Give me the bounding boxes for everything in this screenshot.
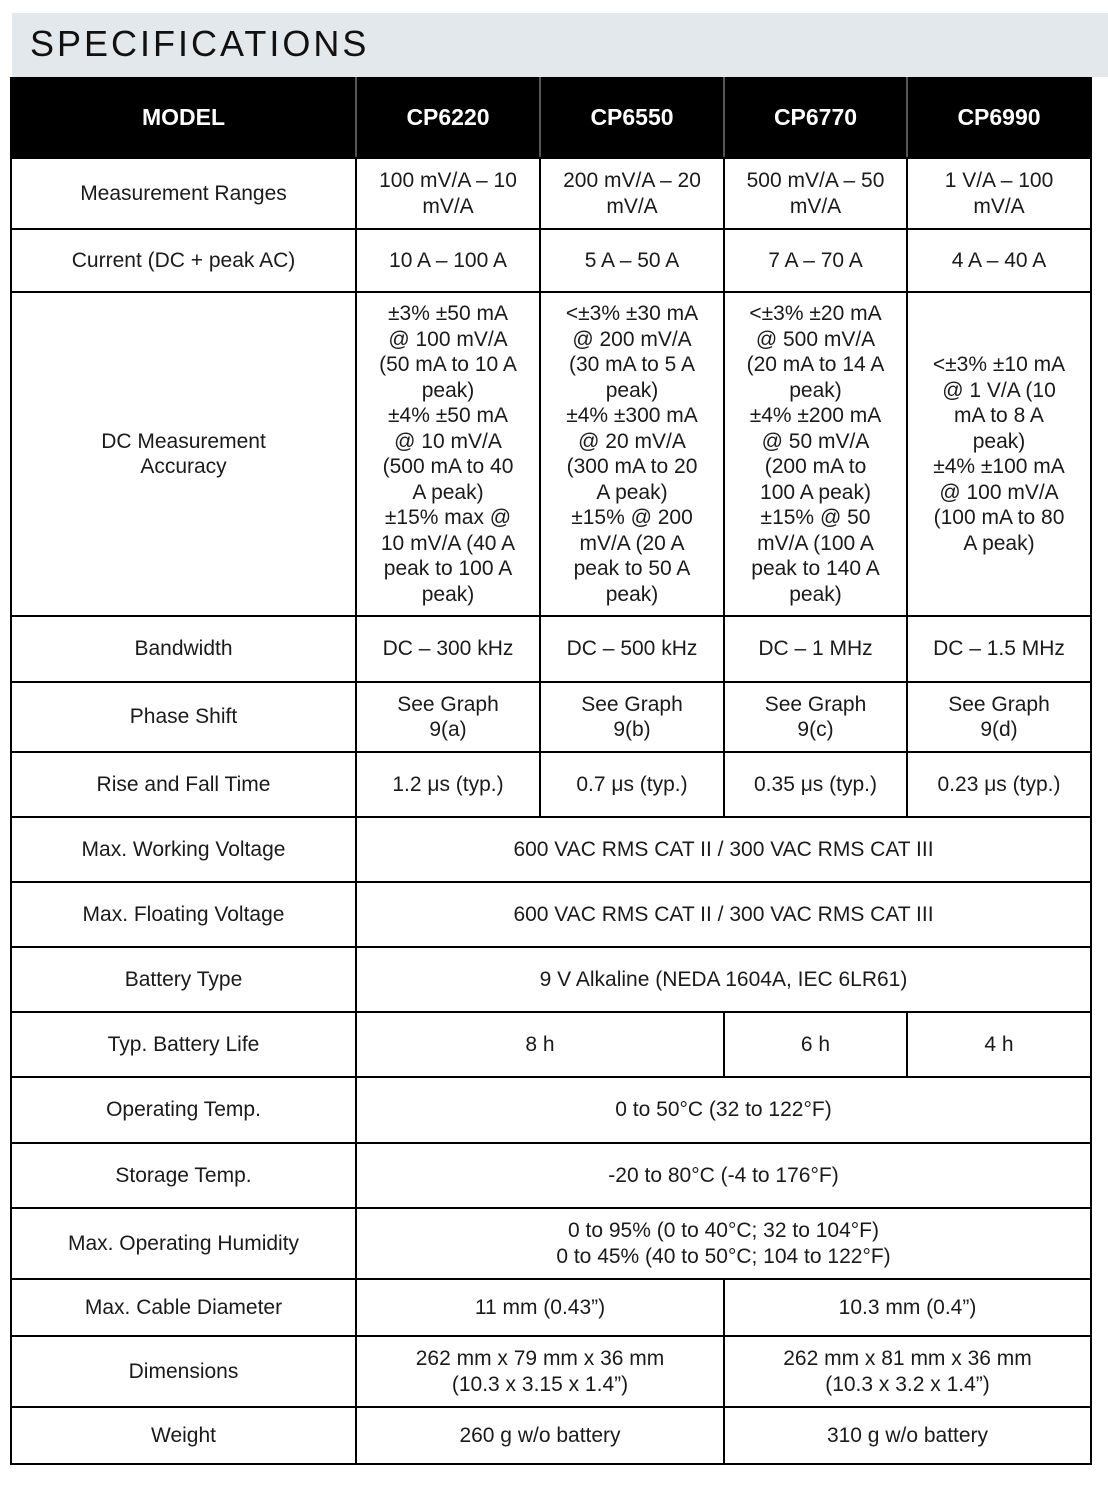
table-row	[11, 1012, 1091, 1077]
table-cell: <±3% ±20 mA @ 500 mV/A (20 mA to 14 A peak) ±4% ±200 mA @ 50 mV/A (200 mA to 100 A peak) ±15% @ 50 mV/A (100 A peak to 140 A peak)	[724, 292, 907, 616]
row-label: DC Measurement Accuracy	[11, 292, 356, 616]
table-cell: 10.3 mm (0.4”)	[724, 1279, 1091, 1336]
table-row	[11, 682, 1091, 752]
table-row	[11, 292, 1091, 616]
column-header-model: MODEL	[11, 78, 356, 158]
table-cell: 0.23 μs (typ.)	[907, 752, 1091, 817]
row-label: Phase Shift	[11, 682, 356, 752]
table-cell: 262 mm x 81 mm x 36 mm (10.3 x 3.2 x 1.4”)	[724, 1336, 1091, 1407]
table-cell: 4 A – 40 A	[907, 229, 1091, 292]
row-label: Storage Temp.	[11, 1143, 356, 1208]
table-row	[11, 1336, 1091, 1407]
row-label: Measurement Ranges	[11, 158, 356, 229]
row-label: Weight	[11, 1407, 356, 1464]
table-cell: DC – 1 MHz	[724, 616, 907, 682]
table-cell: 600 VAC RMS CAT II / 300 VAC RMS CAT III	[356, 882, 1091, 947]
specifications-table	[10, 77, 1092, 1465]
table-cell: -20 to 80°C (-4 to 176°F)	[356, 1143, 1091, 1208]
table-cell: 100 mV/A – 10 mV/A	[356, 158, 540, 229]
table-cell: 6 h	[724, 1012, 907, 1077]
table-row	[11, 882, 1091, 947]
table-cell: See Graph 9(c)	[724, 682, 907, 752]
table-cell: 260 g w/o battery	[356, 1407, 724, 1464]
table-cell: See Graph 9(a)	[356, 682, 540, 752]
table-cell: 310 g w/o battery	[724, 1407, 1091, 1464]
row-label: Rise and Fall Time	[11, 752, 356, 817]
table-cell: 11 mm (0.43”)	[356, 1279, 724, 1336]
table-row	[11, 1279, 1091, 1336]
table-row	[11, 1077, 1091, 1143]
row-label: Battery Type	[11, 947, 356, 1012]
table-cell: 10 A – 100 A	[356, 229, 540, 292]
table-cell: <±3% ±30 mA @ 200 mV/A (30 mA to 5 A peak) ±4% ±300 mA @ 20 mV/A (300 mA to 20 A peak) ±15% @ 200 mV/A (20 A peak to 50 A peak)	[540, 292, 724, 616]
row-label: Typ. Battery Life	[11, 1012, 356, 1077]
table-cell: 9 V Alkaline (NEDA 1604A, IEC 6LR61)	[356, 947, 1091, 1012]
table-cell: DC – 500 kHz	[540, 616, 724, 682]
table-row	[11, 158, 1091, 229]
table-cell: <±3% ±10 mA @ 1 V/A (10 mA to 8 A peak) ±4% ±100 mA @ 100 mV/A (100 mA to 80 A peak)	[907, 292, 1091, 616]
table-row	[11, 1208, 1091, 1279]
row-label: Current (DC + peak AC)	[11, 229, 356, 292]
row-label: Max. Operating Humidity	[11, 1208, 356, 1279]
table-cell: 262 mm x 79 mm x 36 mm (10.3 x 3.15 x 1.4”)	[356, 1336, 724, 1407]
row-label: Max. Cable Diameter	[11, 1279, 356, 1336]
table-cell: 0 to 50°C (32 to 122°F)	[356, 1077, 1091, 1143]
table-row	[11, 817, 1091, 882]
table-cell: 4 h	[907, 1012, 1091, 1077]
table-row	[11, 1143, 1091, 1208]
row-label: Max. Floating Voltage	[11, 882, 356, 947]
table-cell: 8 h	[356, 1012, 724, 1077]
table-cell: 600 VAC RMS CAT II / 300 VAC RMS CAT III	[356, 817, 1091, 882]
row-label: Operating Temp.	[11, 1077, 356, 1143]
table-row	[11, 947, 1091, 1012]
column-header-cp6550: CP6550	[540, 78, 724, 158]
column-header-cp6990: CP6990	[907, 78, 1091, 158]
row-label: Bandwidth	[11, 616, 356, 682]
row-label: Dimensions	[11, 1336, 356, 1407]
table-cell: 0.35 μs (typ.)	[724, 752, 907, 817]
table-cell: DC – 300 kHz	[356, 616, 540, 682]
table-row	[11, 1407, 1091, 1464]
row-label: Max. Working Voltage	[11, 817, 356, 882]
table-cell: 500 mV/A – 50 mV/A	[724, 158, 907, 229]
table-cell: 1.2 μs (typ.)	[356, 752, 540, 817]
table-cell: DC – 1.5 MHz	[907, 616, 1091, 682]
table-cell: See Graph 9(b)	[540, 682, 724, 752]
table-cell: 0.7 μs (typ.)	[540, 752, 724, 817]
table-cell: 5 A – 50 A	[540, 229, 724, 292]
table-row	[11, 752, 1091, 817]
table-cell: See Graph 9(d)	[907, 682, 1091, 752]
table-header-row	[11, 78, 1091, 158]
column-header-cp6220: CP6220	[356, 78, 540, 158]
table-row	[11, 616, 1091, 682]
table-cell: ±3% ±50 mA @ 100 mV/A (50 mA to 10 A peak) ±4% ±50 mA @ 10 mV/A (500 mA to 40 A peak) ±15% max @ 10 mV/A (40 A peak to 100 A peak)	[356, 292, 540, 616]
table-row	[11, 229, 1091, 292]
section-header	[12, 13, 1108, 77]
page-title: SPECIFICATIONS	[30, 23, 370, 64]
column-header-cp6770: CP6770	[724, 78, 907, 158]
table-cell: 200 mV/A – 20 mV/A	[540, 158, 724, 229]
table-cell: 7 A – 70 A	[724, 229, 907, 292]
table-cell: 1 V/A – 100 mV/A	[907, 158, 1091, 229]
table-cell: 0 to 95% (0 to 40°C; 32 to 104°F) 0 to 45% (40 to 50°C; 104 to 122°F)	[356, 1208, 1091, 1279]
